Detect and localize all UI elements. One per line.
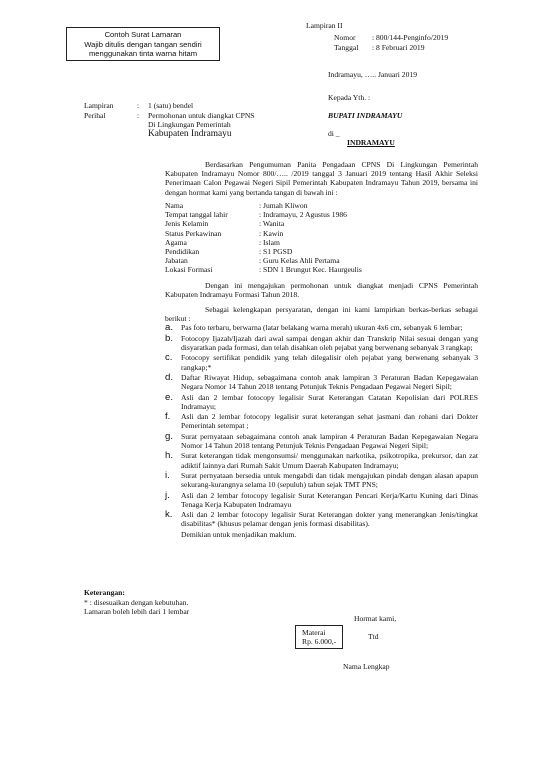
identity-label: Tempat tanggal lahir (165, 210, 228, 220)
recipient-di: di _ (328, 129, 340, 138)
list-text: Asli dan 2 lembar fotocopy legalisir Surat Keterangan dokter yang menerangkan Jenis/tingkat disabilitas* (khusus pelamar dengan jenis formasi disabilitas). (181, 510, 478, 529)
perihal-colon: : (137, 111, 140, 120)
identity-label: Pendidikan (165, 247, 200, 257)
signature-name: Nama Lengkap (343, 662, 390, 671)
identity-row (165, 238, 478, 247)
list-letter: c. (165, 352, 173, 364)
identity-row (165, 210, 478, 219)
identity-label: Nama (165, 201, 184, 210)
identity-row (165, 247, 478, 256)
tanggal-label: Tanggal (334, 43, 359, 52)
signature-regards: Hormat kami, (354, 614, 397, 623)
instruction-line-2: Wajib ditulis dengan tangan sendiri (84, 39, 202, 49)
list-item (165, 353, 478, 371)
lampiran-value: 1 (satu) bendel (148, 101, 194, 110)
identity-row (165, 265, 478, 274)
list-item (165, 373, 478, 391)
list-letter: a. (165, 322, 174, 333)
list-letter: f. (165, 411, 171, 423)
list-text: Surat keterangan tidak mengonsumsi/ menggunakan narkotika, psikotropika, prekursor, dan zat adiktif lainnya dari Rumah Sakit Umum Daerah Kabupaten Indramayu; (181, 451, 478, 470)
instruction-box (66, 27, 220, 61)
list-text: Asli dan 2 lembar fotocopy legalisir Surat Keterangan Pencari Kerja/Kartu Kuning dari Dinas Tenaga Kerja Kabupaten Indramayu (181, 490, 478, 509)
lampiran-colon: : (137, 101, 140, 110)
intro-paragraph (165, 160, 478, 197)
recipient-name: BUPATI INDRAMAYU (328, 111, 403, 120)
lampiran-label: Lampiran (84, 101, 114, 110)
perihal-label: Perihal (84, 111, 106, 120)
list-letter: k. (165, 509, 173, 521)
list-item (165, 491, 478, 509)
notes-line-1: * : disesuaikan dengan kebutuhan. (84, 598, 189, 607)
nomor-value: : 800/144-Penginfo/2019 (372, 33, 449, 42)
materai-line-2: Rp. 6.000,- (302, 637, 337, 647)
list-letter: e. (165, 391, 174, 403)
list-item (165, 471, 478, 489)
perihal-line-2: Di Lingkungan Pemerintah (148, 120, 231, 129)
list-item (165, 323, 478, 333)
perihal-line-3: Kabupaten Indramayu (148, 129, 232, 139)
list-text: Daftar Riwayat Hidup, sebagaimana contoh anak lampiran 3 Peraturan Badan Kepegawaian Negara Nomor 14 Tahun 2018 tentang Petunjuk Teknis Pengadaan Pegawai Negeri Sipil; (181, 372, 478, 392)
attachment-title: Lampiran II (306, 21, 343, 30)
instruction-line-1: Contoh Surat Lamaran (104, 30, 182, 39)
requirements-intro (165, 305, 478, 323)
list-item (165, 334, 478, 352)
request-text: Dengan ini mengajukan permohonan untuk diangkat menjadi CPNS Pemerintah Kabupaten Indramayu Formasi Tahun 2018. (165, 281, 478, 300)
list-text: Pas foto terbaru, berwarna (latar belakang warna merah) ukuran 4x6 cm, sebanyak 6 lembar; (181, 323, 463, 332)
list-item (165, 393, 478, 411)
identity-value: : Indramayu, 2 Agustus 1986 (259, 210, 347, 220)
requirements-intro-text: Sebagai kelengkapan persyaratan, dengan ini kami lampirkan berkas-berkas sebagai berikut : (165, 305, 478, 324)
notes-line-2: Lamaran boleh lebih dari 1 lembar (84, 607, 190, 616)
list-text: Surat pernyataan sebagaimana contoh anak lampiran 4 Peraturan Badan Kepegawaian Negara Nomor 14 Tahun 2018 tentang Petunjuk Teknis Pengadaan Pegawai Negeri Sipil; (181, 431, 478, 450)
identity-value: : SDN 1 Brungut Kec. Haurgeulis (259, 265, 362, 275)
list-text: Asli dan 2 lembar fotocopy legalisir Surat Keterangan Catatan Kepolisian dari POLRES Indramayu; (181, 392, 478, 411)
list-text: Asli dan 2 lembar fotocopy legalisir surat keterangan sehat jasmani dan rohani dari Dokter Pemerintah setempat ; (181, 412, 478, 431)
signature-ttd: Ttd (368, 632, 379, 641)
list-item (165, 412, 478, 430)
identity-label: Status Perkawinan (165, 228, 222, 238)
nomor-label: Nomor (334, 33, 356, 42)
list-letter: i. (165, 469, 170, 481)
identity-label: Agama (165, 237, 187, 247)
identity-label: Jenis Kelamin (165, 219, 209, 229)
list-text: Surat pernyataan bersedia untuk mengabdi dan tidak mengajukan pindah dengan alasan apapun sekurang-kurangnya selama 10 (sepuluh) tahun sejak TMT PNS; (181, 470, 478, 490)
materai-line-1: Materai (302, 628, 326, 637)
notes-title: Keterangan: (84, 588, 125, 597)
list-letter: d. (165, 371, 174, 383)
identity-value: : Kawin (259, 228, 284, 238)
identity-table (165, 201, 478, 275)
intro-text: Berdasarkan Pengumuman Panita Pengadaan CPNS Di Lingkungan Pemerintah Kabupaten Indramayu Nomor 800/….. /2019 tanggal 3 Januari 2019 tentang Hasil Akhir Seleksi Penerimaan Calon Pegawai Negeri Sipil Pemerintah Kabupaten Indramayu Tahun 2019, bersama ini dengan hormat kami yang bertanda tangan di bawah ini : (165, 160, 478, 197)
requirements-list (165, 323, 478, 539)
identity-label: Lokasi Formasi (165, 265, 213, 275)
identity-value: : Wanita (259, 219, 285, 229)
attachment-nomor (334, 33, 448, 42)
identity-row (165, 256, 478, 265)
identity-row (165, 229, 478, 238)
request-paragraph (165, 281, 478, 299)
recipient-greeting: Kepada Yth. : (328, 93, 371, 102)
tanggal-value: : 8 Februari 2019 (372, 43, 425, 52)
list-text: Fotocopy sertifikat pendidik yang telah dilegalisir oleh pejabat yang berwenang sebanyak 3 rangkap;* (181, 353, 478, 372)
list-letter: h. (165, 450, 174, 462)
instruction-line-3: menggunakan tinta warna hitam (88, 49, 198, 59)
list-letter: g. (165, 430, 174, 442)
list-item (165, 451, 478, 469)
identity-value: : Islam (259, 237, 280, 247)
identity-label: Jabatan (165, 256, 188, 266)
identity-row (165, 201, 478, 210)
materai-box (295, 625, 343, 649)
identity-value: : S1 PGSD (259, 247, 293, 257)
recipient-city: INDRAMAYU (347, 138, 395, 147)
list-letter: j. (165, 489, 170, 501)
place-date: Indramayu, ….. Januari 2019 (328, 70, 417, 79)
attachment-tanggal (334, 43, 425, 52)
identity-row (165, 219, 478, 228)
identity-value: : Jumah Kliwon (259, 201, 308, 210)
identity-value: : Guru Kelas Ahli Pertama (259, 256, 340, 266)
list-letter: b. (165, 332, 174, 344)
list-item (165, 510, 478, 528)
closing-line: Demikian untuk menjadikan maklum. (181, 529, 297, 539)
list-item (165, 432, 478, 450)
list-text: Fotocopy Ijazah/Ijazah dari awal sampai dengan akhir dan Transkrip Nilai sesuai dengan yang disyaratkan pada formasi, dan telah disahkan oleh pejabat yang berwenang sebanyak 3 rangkap; (181, 333, 478, 352)
perihal-line-1: Permohonan untuk diangkat CPNS (148, 111, 255, 120)
